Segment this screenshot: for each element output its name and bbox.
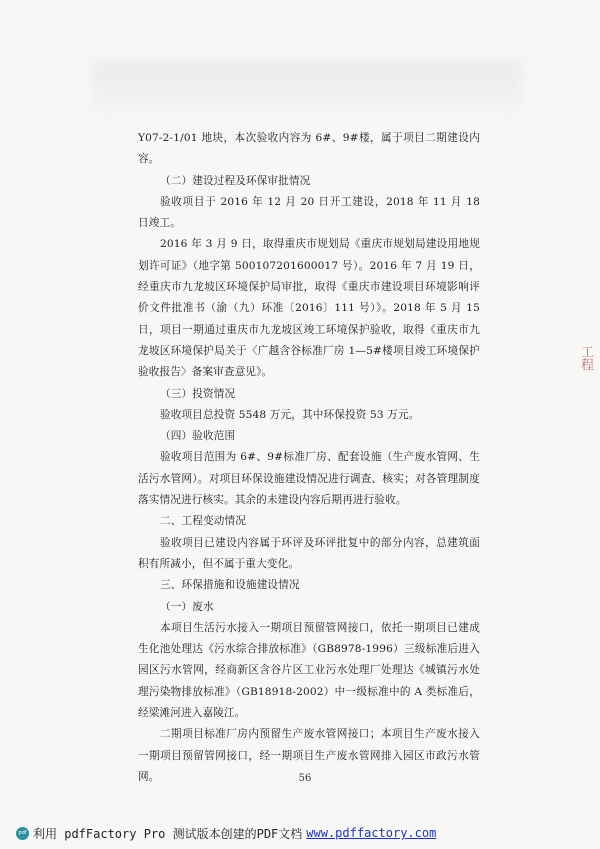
paragraph-production-wastewater: 二期项目标准厂房内预留生产废水管网接口；本项目生产废水接入一期项目预留管网接口，经一期项目生产废水管网排入园区市政污水管网。 [138,728,480,783]
heading-wastewater: （一）废水 [160,600,214,613]
pdffactory-link[interactable]: www.pdffactory.com [306,826,437,840]
paragraph-investment: 验收项目总投资 5548 万元，其中环保投资 53 万元。 [160,408,420,421]
scan-smudge [92,62,522,122]
paragraph-land-parcel: Y07-2-1/01 地块，本次验收内容为 6#、9#楼，属于项目二期建设内容。 [138,132,480,166]
paragraph-project-changes: 验收项目已建设内容属于环评及环评批复中的部分内容，总建筑面积有所减小，但不属于重大变化。 [138,536,480,570]
pdffactory-logo-icon: pdf [16,827,29,840]
pdf-factory-footer [16,824,436,842]
paragraph-construction-dates: 验收项目于 2016 年 12 月 20 日开工建设，2018 年 11 月 18 日竣工。 [138,195,480,230]
paragraph-approval-history: 2016 年 3 月 9 日，取得重庆市规划局《重庆市规划局建设用地规划许可证》（地字第 500107201600017 号）。2016 年 7 月 19 日，经重庆市九龙坡区环境保护局审批，取得《重庆市建设项目环境影响评价文件批准书（渝（九）环准〔2016〕111 号）》。2018 年 5 月 15 日，项目一期通过重庆市九龙坡区竣工环境保护验收，取得《重庆市九龙坡区环境保护局关于〈广越含谷标准厂房 1—5#楼项目竣工环境保护验收报告〉备案审查意见》。 [138,238,480,379]
red-stamp-fragment: 工程 [578,345,593,371]
heading-construction-approval: （二）建设过程及环保审批情况 [160,174,311,187]
heading-project-changes: 二、工程变动情况 [160,515,246,528]
paragraph-acceptance-scope: 验收项目范围为 6#、9#标准厂房、配套设施（生产废水管网、生活污水管网）。对项目环保设施建设情况进行调查、核实；对各管理制度落实情况进行核实。其余的未建设内容后期再进行验收。 [138,451,480,507]
heading-investment: （三）投资情况 [160,387,236,400]
paragraph-domestic-wastewater: 本项目生活污水接入一期项目预留管网接口，依托一期项目已建成生化池处理达《污水综合排放标准》（GB8978-1996）三级标准后进入园区污水管网，经商新区含谷片区工业污水处理厂处理达《城镇污水处理污染物排放标准》（GB18918-2002）中一级标准中的 A 类标准后，经梁滩河进入嘉陵江。 [138,621,480,720]
page-number: 56 [298,773,312,784]
heading-environmental-measures: 三、环保措施和设施建设情况 [160,579,300,592]
heading-acceptance-scope: （四）验收范围 [160,430,236,443]
footer-prefix-text: 利用 pdfFactory Pro 测试版本创建的PDF文档 [33,826,303,841]
document-body [138,128,480,788]
